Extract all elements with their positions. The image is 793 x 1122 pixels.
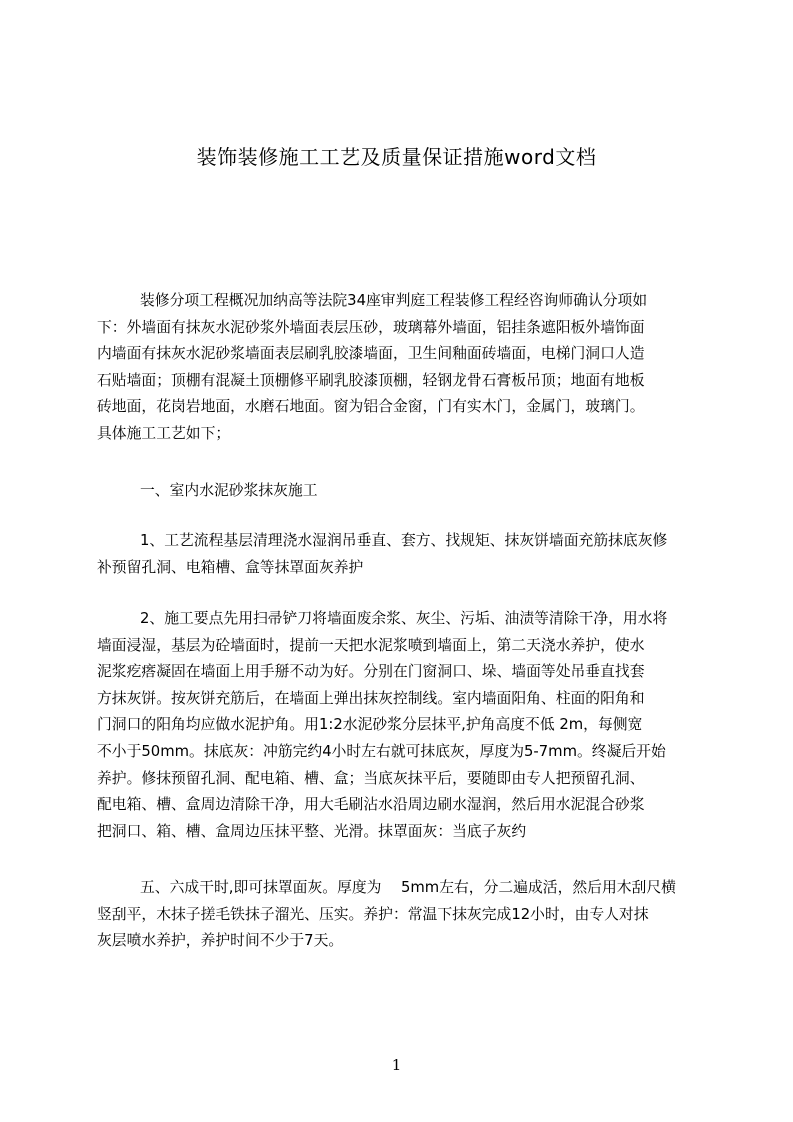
- paragraph-line: 1、工艺流程基层清理浇水湿润吊垂直、套方、找规矩、抹灰饼墙面充筋抹底灰修: [140, 532, 668, 549]
- paragraph-line: 灰层喷水养护，养护时间不少于7天。: [97, 932, 344, 950]
- paragraph-line: 不小于50mm。抹底灰：冲筋完约4小时左右就可抹底灰，厚度为5-7mm。终凝后开始: [97, 742, 666, 760]
- paragraph-line: 2、施工要点先用扫帚铲刀将墙面废余浆、灰尘、污垢、油渍等清除干净，用水将: [140, 610, 668, 627]
- paragraph-line: 配电箱、槽、盒周边清除干净，用大毛刷沾水沿周边刷水湿润，然后用水泥混合砂浆: [97, 796, 645, 814]
- paragraph-line: 砖地面，花岗岩地面，水磨石地面。窗为铝合金窗，门有实木门，金属门，玻璃门。: [97, 398, 645, 416]
- intro-paragraph: [97, 288, 702, 448]
- paragraph-line: 具体施工工艺如下；: [97, 424, 231, 442]
- paragraph-line: 石贴墙面；顶棚有混凝土顶棚修平刷乳胶漆顶棚，轻钢龙骨石膏板吊顶；地面有地板: [97, 371, 645, 389]
- paragraph-line: 补预留孔洞、电箱槽、盒等抹罩面灰养护: [97, 558, 364, 576]
- workflow-paragraph: [97, 528, 702, 581]
- paragraph-line: 墙面浸湿，基层为砼墙面时，提前一天把水泥浆喷到墙面上，第二天浇水养护，使水: [97, 636, 645, 654]
- paragraph-line: 下：外墙面有抹灰水泥砂浆外墙面表层压砂，玻璃幕外墙面，铝挂条遮阳板外墙饰面: [97, 318, 645, 336]
- paragraph-line: 把洞口、箱、槽、盒周边压抹平整、光滑。抹罩面灰：当底子灰约: [97, 822, 527, 840]
- paragraph-line: 养护。修抹预留孔洞、配电箱、槽、盒；当底灰抹平后，要随即由专人把预留孔洞、: [97, 769, 645, 787]
- paragraph-line: 装修分项工程概况加纳高等法院34座审判庭工程装修工程经咨询师确认分项如: [140, 292, 648, 309]
- paragraph-line: 门洞口的阳角均应做水泥护角。用1:2水泥砂浆分层抹平,护角高度不低 2m，每侧宽: [97, 716, 643, 734]
- construction-points-paragraph: [97, 606, 702, 845]
- section-heading: 一、室内水泥砂浆抹灰施工: [140, 482, 318, 499]
- paragraph-line: 内墙面有抹灰水泥砂浆墙面表层刷乳胶漆墙面，卫生间釉面砖墙面，电梯门洞口人造: [97, 345, 645, 363]
- finish-coat-paragraph: [97, 875, 702, 955]
- page-title: 装饰装修施工工艺及质量保证措施word文档: [196, 145, 597, 169]
- paragraph-line: 泥浆疙瘩凝固在墙面上用手掰不动为好。分别在门窗洞口、垛、墙面等处吊垂直找套: [97, 663, 645, 681]
- paragraph-line: 方抹灰饼。按灰饼充筋后，在墙面上弹出抹灰控制线。室内墙面阳角、柱面的阳角和: [97, 689, 645, 707]
- page-number: 1: [391, 1056, 402, 1074]
- paragraph-line: 竖刮平，木抹子搓毛铁抹子溜光、压实。养护：常温下抹灰完成12小时，由专人对抹: [97, 905, 649, 923]
- paragraph-line: 五、六成干时,即可抹罩面灰。厚度为 5mm左右，分二遍成活，然后用木刮尺横: [140, 879, 676, 896]
